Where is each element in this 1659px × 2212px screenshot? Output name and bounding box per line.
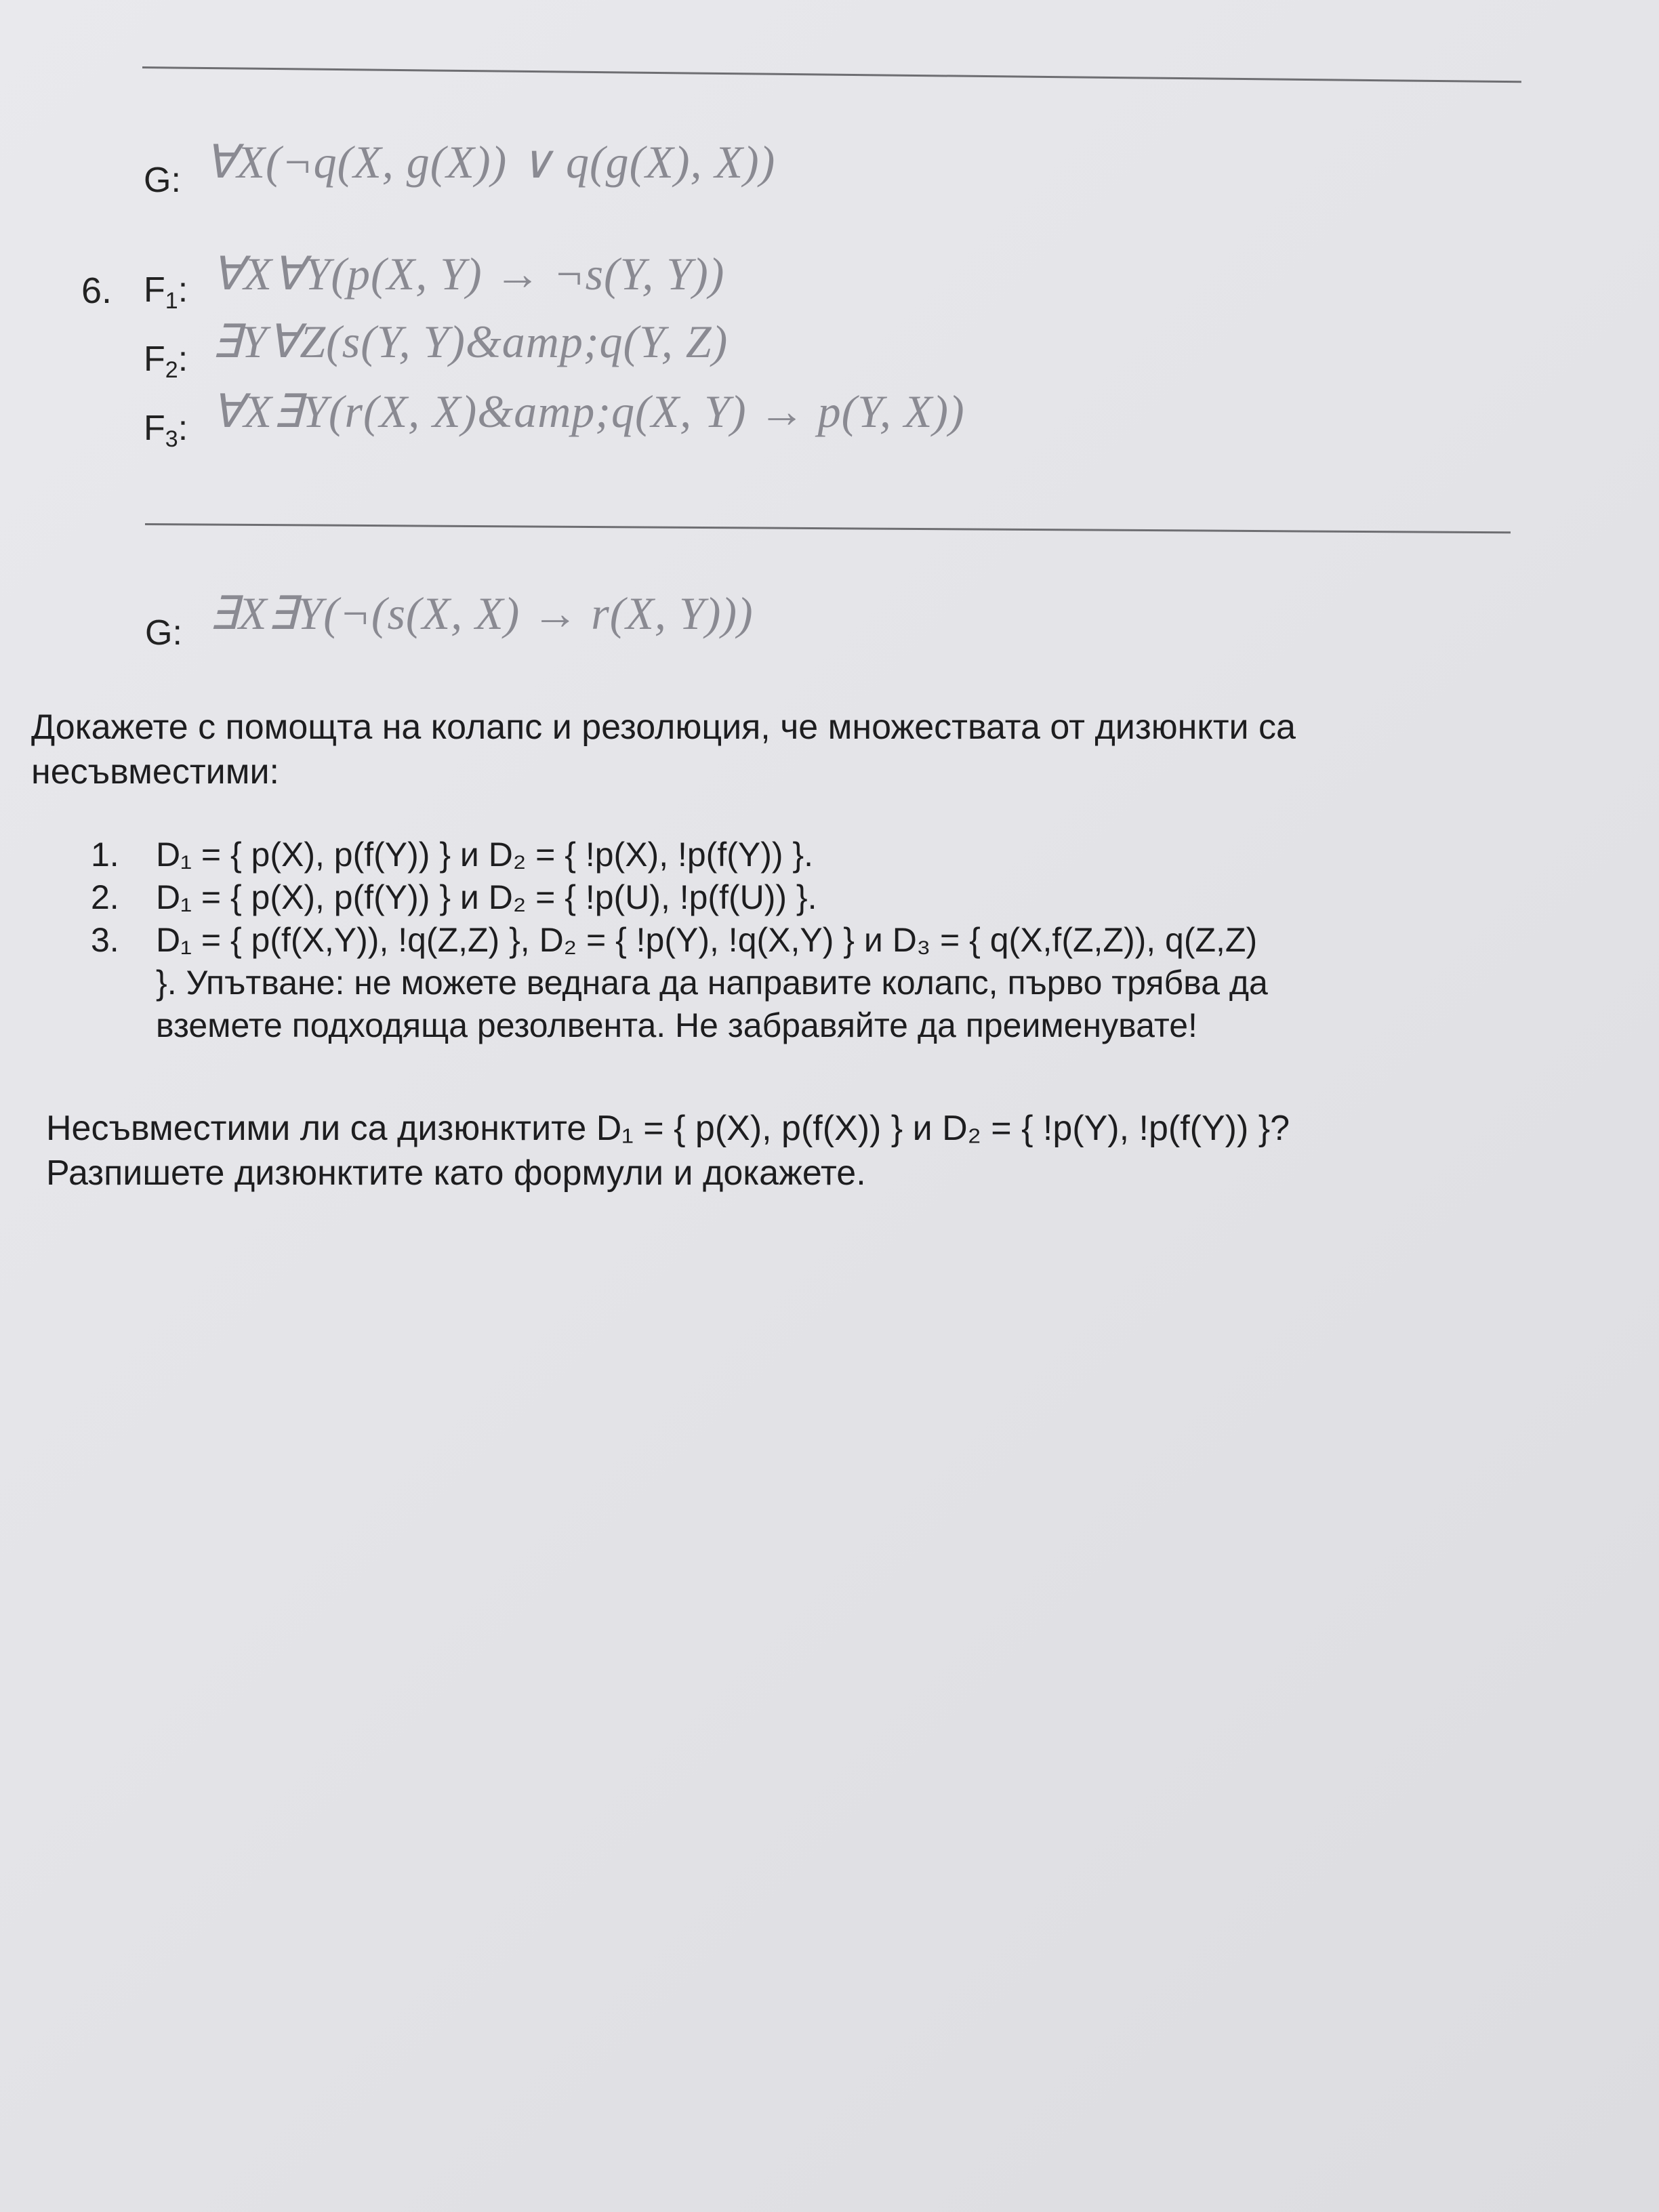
list-item: [91, 876, 1528, 919]
task1-intro: [31, 705, 1631, 794]
premise-formula-3: ∀X∃Y(r(X, X)&amp;q(X, Y) → p(Y, X)): [211, 386, 965, 437]
divider-middle: [145, 523, 1511, 533]
goal-formula: ∀X(¬q(X, g(X)) ∨ q(g(X), X)): [205, 136, 776, 188]
task1-intro-line-1: Докажете с помощта на колапс и резолюция, че множествата от дизюнкти са: [31, 708, 1296, 747]
list-item-line: D₁ = { p(X), p(f(Y)) } и D₂ = { !p(U), !p(f(U)) }.: [156, 878, 817, 916]
premise-formula-1: ∀X∀Y(p(X, Y) → ¬s(Y, Y)): [211, 248, 725, 300]
premise-label-2: $F_2$:: [144, 340, 188, 383]
goal-label-2: G:: [145, 613, 182, 653]
list-marker: 2.: [91, 878, 119, 916]
problem-number: 6.: [81, 270, 112, 311]
list-item: [91, 919, 1528, 1047]
list-item-line: D₁ = { p(X), p(f(Y)) } и D₂ = { !p(X), !p(f(Y)) }.: [156, 836, 813, 874]
divider-top: [142, 66, 1521, 83]
list-marker: 3.: [91, 921, 119, 959]
task2-text: [46, 1106, 1632, 1195]
task2-line-1: Несъвместими ли са дизюнктите D₁ = { p(X), p(f(X)) } и D₂ = { !p(Y), !p(f(Y)) }?: [46, 1109, 1290, 1148]
goal-label: G:: [144, 161, 181, 200]
task1-list: [91, 834, 1528, 1047]
list-item-line: вземете подходяща резолвента. Не забравяйте да преименувате!: [156, 1006, 1197, 1044]
list-item-line: D₁ = { p(f(X,Y)), !q(Z,Z) }, D₂ = { !p(Y), !q(X,Y) } и D₃ = { q(X,f(Z,Z)), q(Z,Z): [156, 921, 1258, 959]
list-item: [91, 834, 1528, 876]
premise-label-3: $F_3$:: [144, 409, 188, 452]
premise-label-1: $F_1$:: [144, 270, 188, 314]
goal-formula-2: ∃X∃Y(¬(s(X, X) → r(X, Y))): [209, 588, 754, 639]
list-item-line: }. Упътване: не можете веднага да направите колапс, първо трябва да: [156, 964, 1268, 1002]
task2-line-2: Разпишете дизюнктите като формули и докажете.: [46, 1153, 866, 1193]
task1-intro-line-2: несъвместими:: [31, 752, 279, 792]
list-marker: 1.: [91, 836, 119, 874]
premise-formula-2: ∃Y∀Z(s(Y, Y)&amp;q(Y, Z): [211, 316, 729, 367]
